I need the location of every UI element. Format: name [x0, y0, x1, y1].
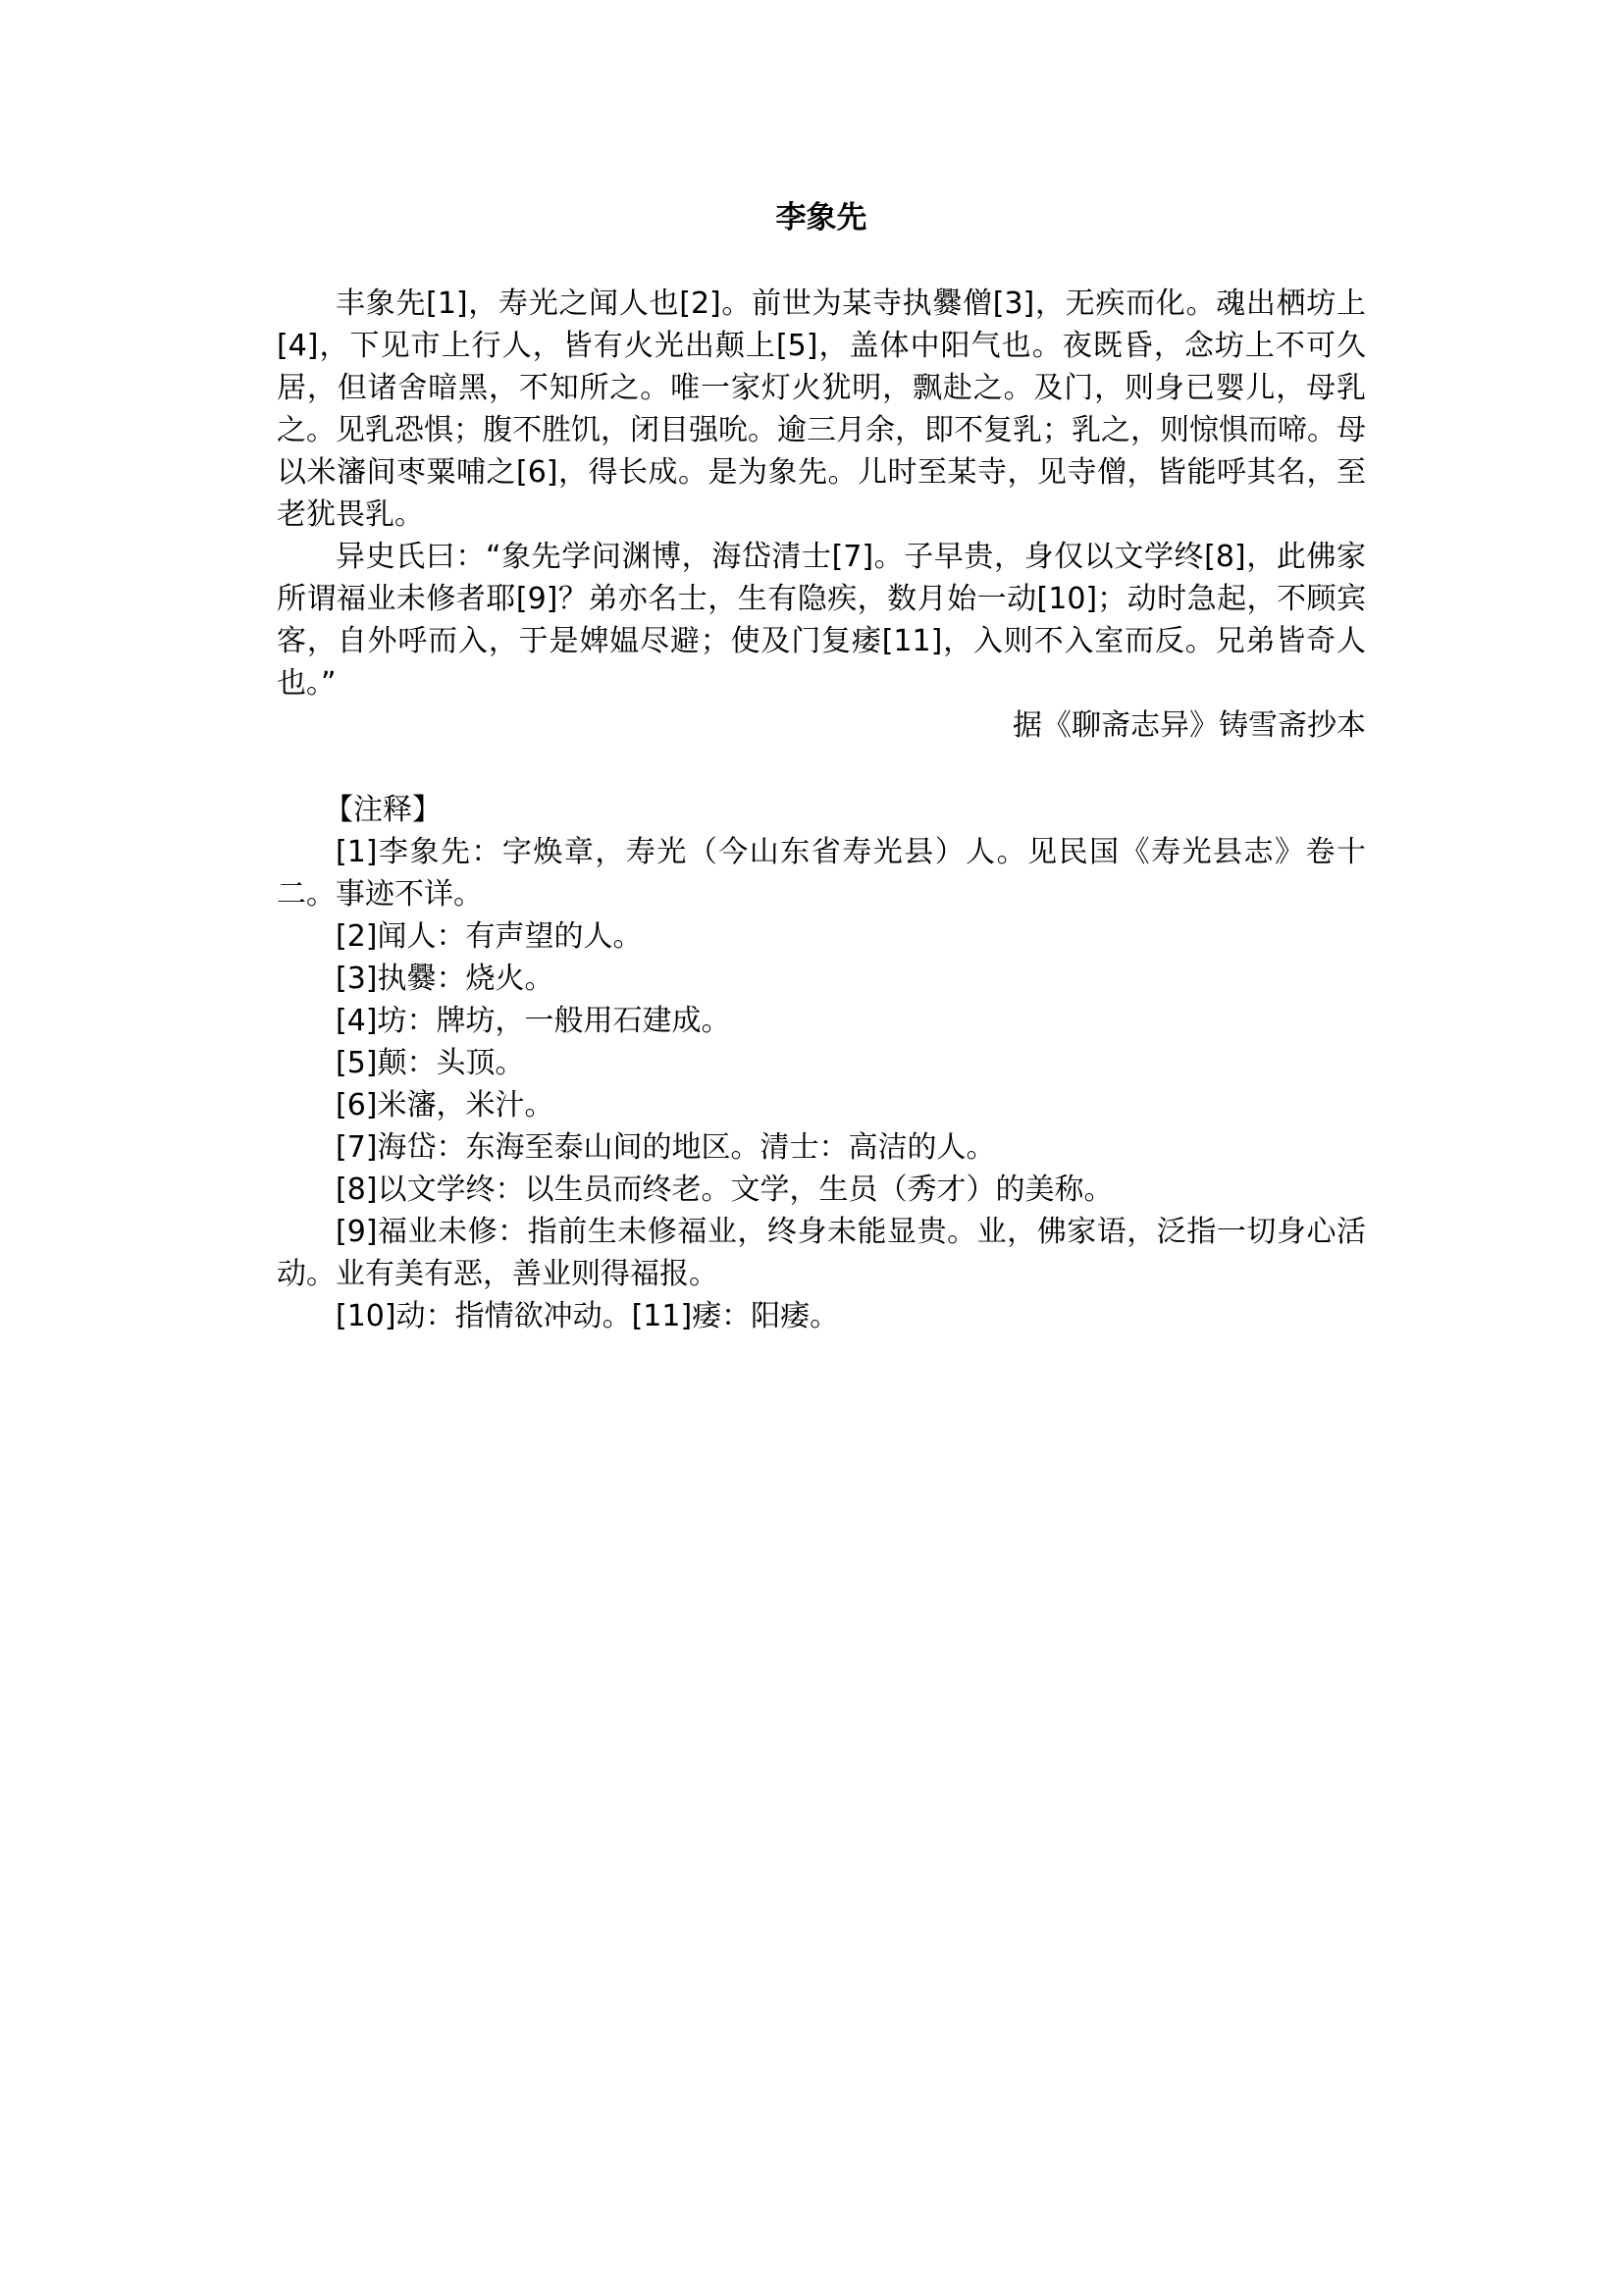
document-title: 李象先 [775, 200, 867, 235]
note-item: [10]动：指情欲冲动。[11]痿：阳痿。 [336, 1299, 840, 1333]
document-page [277, 196, 1366, 1337]
note-item: [8]以文学终：以生员而终老。文学，生员（秀才）的美称。 [336, 1173, 1114, 1207]
note-item: [7]海岱：东海至泰山间的地区。清士：高洁的人。 [336, 1130, 996, 1165]
note-item: [2]闻人：有声望的人。 [336, 919, 643, 954]
note-item: [3]执爨：烧火。 [336, 962, 554, 996]
note-item: [9]福业未修：指前生未修福业，终身未能显贵。业，佛家语，泛指一切身心活动。业有美有恶，善业则得福报。 [277, 1215, 1366, 1291]
body-paragraph: 丰象先[1]，寿光之闻人也[2]。前世为某寺执爨僧[3]，无疾而化。魂出栖坊上[4]，下见市上行人，皆有火光出颠上[5]，盖体中阳气也。夜既昏，念坊上不可久居，但诸舍暗黑，不知所之。唯一家灯火犹明，飘赴之。及门，则身已婴儿，母乳之。见乳恐惧；腹不胜饥，闭目强吮。逾三月余，即不复乳；乳之，则惊惧而啼。母以米瀋间枣粟哺之[6]，得长成。是为象先。儿时至某寺，见寺僧，皆能呼其名，至老犹畏乳。 [277, 287, 1366, 532]
note-item: [6]米瀋，米汁。 [336, 1088, 554, 1122]
source-attribution: 据《聊斋志异》铸雪斋抄本 [1013, 708, 1366, 743]
note-item: [1]李象先：字焕章，寿光（今山东省寿光县）人。见民国《寿光县志》卷十二。事迹不详。 [277, 835, 1366, 912]
notes-heading: 【注释】 [324, 793, 442, 827]
note-item: [4]坊：牌坊，一般用石建成。 [336, 1004, 731, 1038]
commentary-paragraph: 异史氏曰：“象先学问渊博，海岱清士[7]。子早贵，身仅以文学终[8]，此佛家所谓福业未修者耶[9]？弟亦名士，生有隐疾，数月始一动[10]；动时急起，不顾宾客，自外呼而入，于是婢媪尽避；使及门复痿[11]，入则不入室而反。兄弟皆奇人也。” [277, 540, 1367, 701]
note-item: [5]颠：头顶。 [336, 1046, 525, 1080]
